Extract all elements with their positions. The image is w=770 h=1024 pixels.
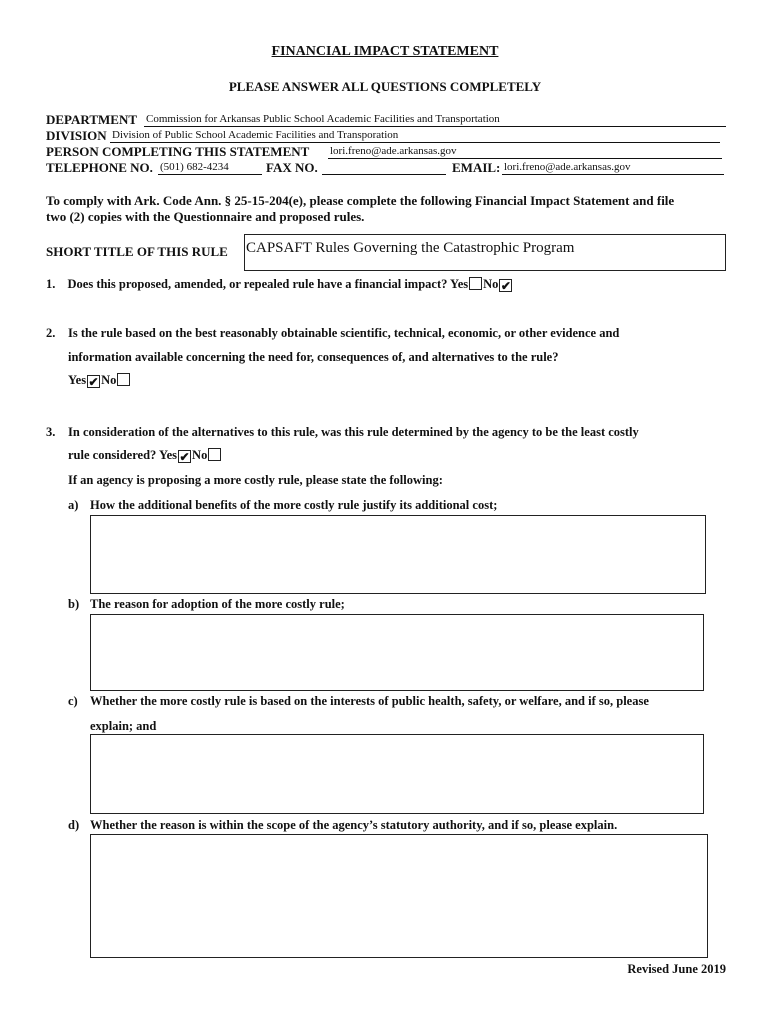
qb-number: b) <box>68 597 80 611</box>
intro-paragraph <box>46 193 726 225</box>
qb-answer-field[interactable] <box>90 614 704 691</box>
q3-yes-label: Yes <box>158 448 178 462</box>
qc-answer-field[interactable] <box>90 734 704 814</box>
qa-text: How the additional benefits of the more costly rule justify its additional cost; <box>90 498 498 512</box>
q1-text: Does this proposed, amended, or repealed rule have a financial impact? <box>67 277 448 291</box>
q3-yes-checkbox[interactable]: ✔ <box>179 450 190 464</box>
q1-yes-checkbox[interactable] <box>469 277 482 290</box>
q2-yes-checkbox[interactable]: ✔ <box>88 375 99 389</box>
form-subtitle: PLEASE ANSWER ALL QUESTIONS COMPLETELY <box>228 79 542 94</box>
q3-number: 3. <box>46 425 56 439</box>
q1-number: 1. <box>46 277 56 291</box>
contact-row <box>46 158 724 176</box>
q2-no-label: No <box>101 373 117 387</box>
q2-line-2: information available concerning the need for, consequences of, and alternatives to the rule? <box>68 350 559 364</box>
telephone-field[interactable]: (501) 682-4234 <box>160 161 229 173</box>
q3-no-label: No <box>192 448 208 462</box>
qc-line-1: Whether the more costly rule is based on the interests of public health, safety, or welfare, and if so, please <box>90 694 649 708</box>
q3-line-2: rule considered? <box>68 448 157 462</box>
email-label: EMAIL: <box>452 160 501 175</box>
division-label: DIVISION <box>46 128 107 143</box>
q1-yes-label: Yes <box>450 277 469 291</box>
qc-line-2: explain; and <box>90 719 157 733</box>
q2-yes-label: Yes <box>68 373 87 387</box>
qd-text: Whether the reason is within the scope of the agency’s statutory authority, and if so, please explain. <box>90 818 618 832</box>
q3-no-checkbox[interactable] <box>208 448 221 461</box>
q2-line-1: Is the rule based on the best reasonably obtainable scientific, technical, economic, or other evidence and <box>68 326 620 340</box>
q3-line-2-row <box>68 448 222 463</box>
q2-no-checkbox[interactable] <box>117 373 130 386</box>
qd-number: d) <box>68 818 80 832</box>
short-title-label: SHORT TITLE OF THIS RULE <box>46 244 228 259</box>
qb-text: The reason for adoption of the more costly rule; <box>90 597 345 611</box>
q3-intro: If an agency is proposing a more costly rule, please state the following: <box>68 473 443 487</box>
intro-line-1: To comply with Ark. Code Ann. § 25-15-204(e), please complete the following Financial Impact Statement and file <box>46 193 675 208</box>
qa-number: a) <box>68 498 79 512</box>
qc-number: c) <box>68 694 78 708</box>
person-field[interactable]: lori.freno@ade.arkansas.gov <box>330 145 457 157</box>
email-field[interactable]: lori.freno@ade.arkansas.gov <box>504 161 631 173</box>
department-label: DEPARTMENT <box>46 112 138 127</box>
division-field[interactable]: Division of Public School Academic Facilities and Transporation <box>112 129 399 141</box>
q2-answers <box>68 373 131 388</box>
person-label: PERSON COMPLETING THIS STATEMENT <box>46 144 310 159</box>
q1-no-label: No <box>483 277 499 291</box>
department-field[interactable]: Commission for Arkansas Public School Academic Facilities and Transportation <box>146 113 500 125</box>
question-1 <box>46 277 513 292</box>
qd-answer-field[interactable] <box>90 834 708 958</box>
q3-line-1: In consideration of the alternatives to this rule, was this rule determined by the agency to be the least costly <box>68 425 639 439</box>
intro-line-2: two (2) copies with the Questionnaire and proposed rules. <box>46 209 365 224</box>
q1-no-checkbox[interactable]: ✔ <box>500 279 511 293</box>
qa-answer-field[interactable] <box>90 515 706 594</box>
short-title-field[interactable]: CAPSAFT Rules Governing the Catastrophic Program <box>244 234 726 271</box>
revision-date: Revised June 2019 <box>627 962 726 976</box>
q2-number: 2. <box>46 326 56 340</box>
fax-label: FAX NO. <box>266 160 318 175</box>
form-title: FINANCIAL IMPACT STATEMENT <box>271 44 499 59</box>
telephone-label: TELEPHONE NO. <box>46 160 153 175</box>
